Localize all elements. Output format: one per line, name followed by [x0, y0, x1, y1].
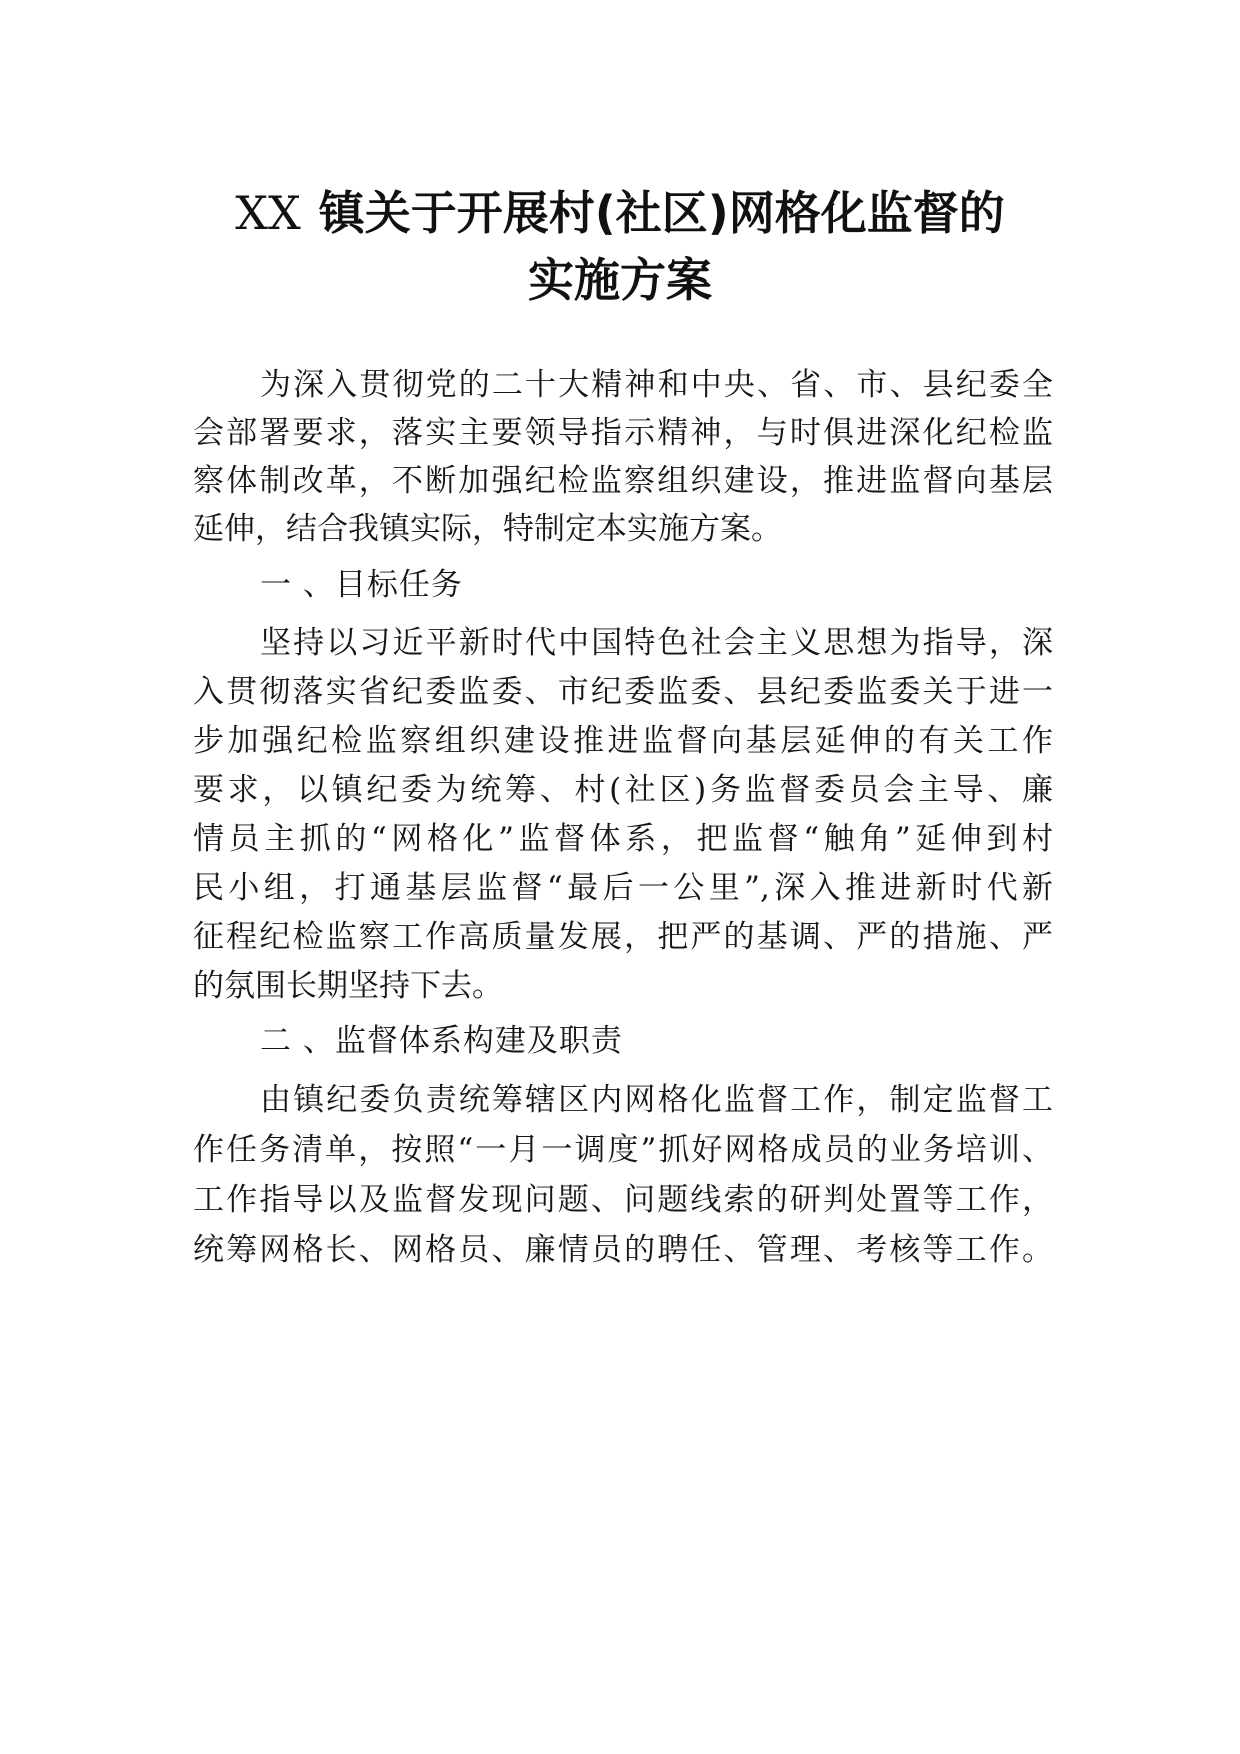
title-prefix: XX — [235, 186, 301, 240]
paragraph-3-line-2: 作任务清单，按照“一月一调度”抓好网格成员的业务培训、 — [193, 1132, 1053, 1168]
paragraph-1-line-4: 延伸，结合我镇实际，特制定本实施方案。 — [193, 511, 782, 547]
section-heading-1: 一 、目标任务 — [260, 567, 463, 603]
document-title-line-1 — [150, 180, 1090, 246]
paragraph-1-line-3: 察体制改革，不断加强纪检监察组织建设，推进监督向基层 — [193, 463, 1053, 499]
paragraph-3-line-4: 统筹网格长、网格员、廉情员的聘任、管理、考核等工作。 — [193, 1232, 1053, 1268]
paragraph-3-line-1: 由镇纪委负责统筹辖区内网格化监督工作，制定监督工 — [260, 1082, 1053, 1118]
paragraph-2-line-1: 坚持以习近平新时代中国特色社会主义思想为指导，深 — [260, 625, 1053, 661]
document-title-line-2: 实施方案 — [528, 253, 712, 307]
paragraph-2-line-2: 入贯彻落实省纪委监委、市纪委监委、县纪委监委关于进一 — [193, 674, 1053, 710]
paragraph-2-line-3: 步加强纪检监察组织建设推进监督向基层延伸的有关工作 — [193, 723, 1053, 759]
paragraph-1-line-1: 为深入贯彻党的二十大精神和中央、省、市、县纪委全 — [260, 367, 1053, 403]
paragraph-2-line-6: 民小组，打通基层监督“最后一公里”,深入推进新时代新 — [193, 870, 1053, 906]
paragraph-2-line-8: 的氛围长期坚持下去。 — [193, 968, 503, 1004]
paragraph-2-line-5: 情员主抓的“网格化”监督体系，把监督“触角”延伸到村 — [193, 821, 1053, 857]
paragraph-3-line-3: 工作指导以及监督发现问题、问题线索的研判处置等工作， — [193, 1182, 1053, 1218]
paragraph-2-line-7: 征程纪检监察工作高质量发展，把严的基调、严的措施、严 — [193, 919, 1053, 955]
paragraph-1-line-2: 会部署要求，落实主要领导指示精神，与时俱进深化纪检监 — [193, 415, 1053, 451]
paragraph-2-line-4: 要求，以镇纪委为统筹、村(社区)务监督委员会主导、廉 — [193, 772, 1053, 808]
section-heading-2: 二 、监督体系构建及职责 — [260, 1023, 623, 1059]
title-line-1-text: 镇关于开展村(社区)网格化监督的 — [318, 186, 1005, 240]
